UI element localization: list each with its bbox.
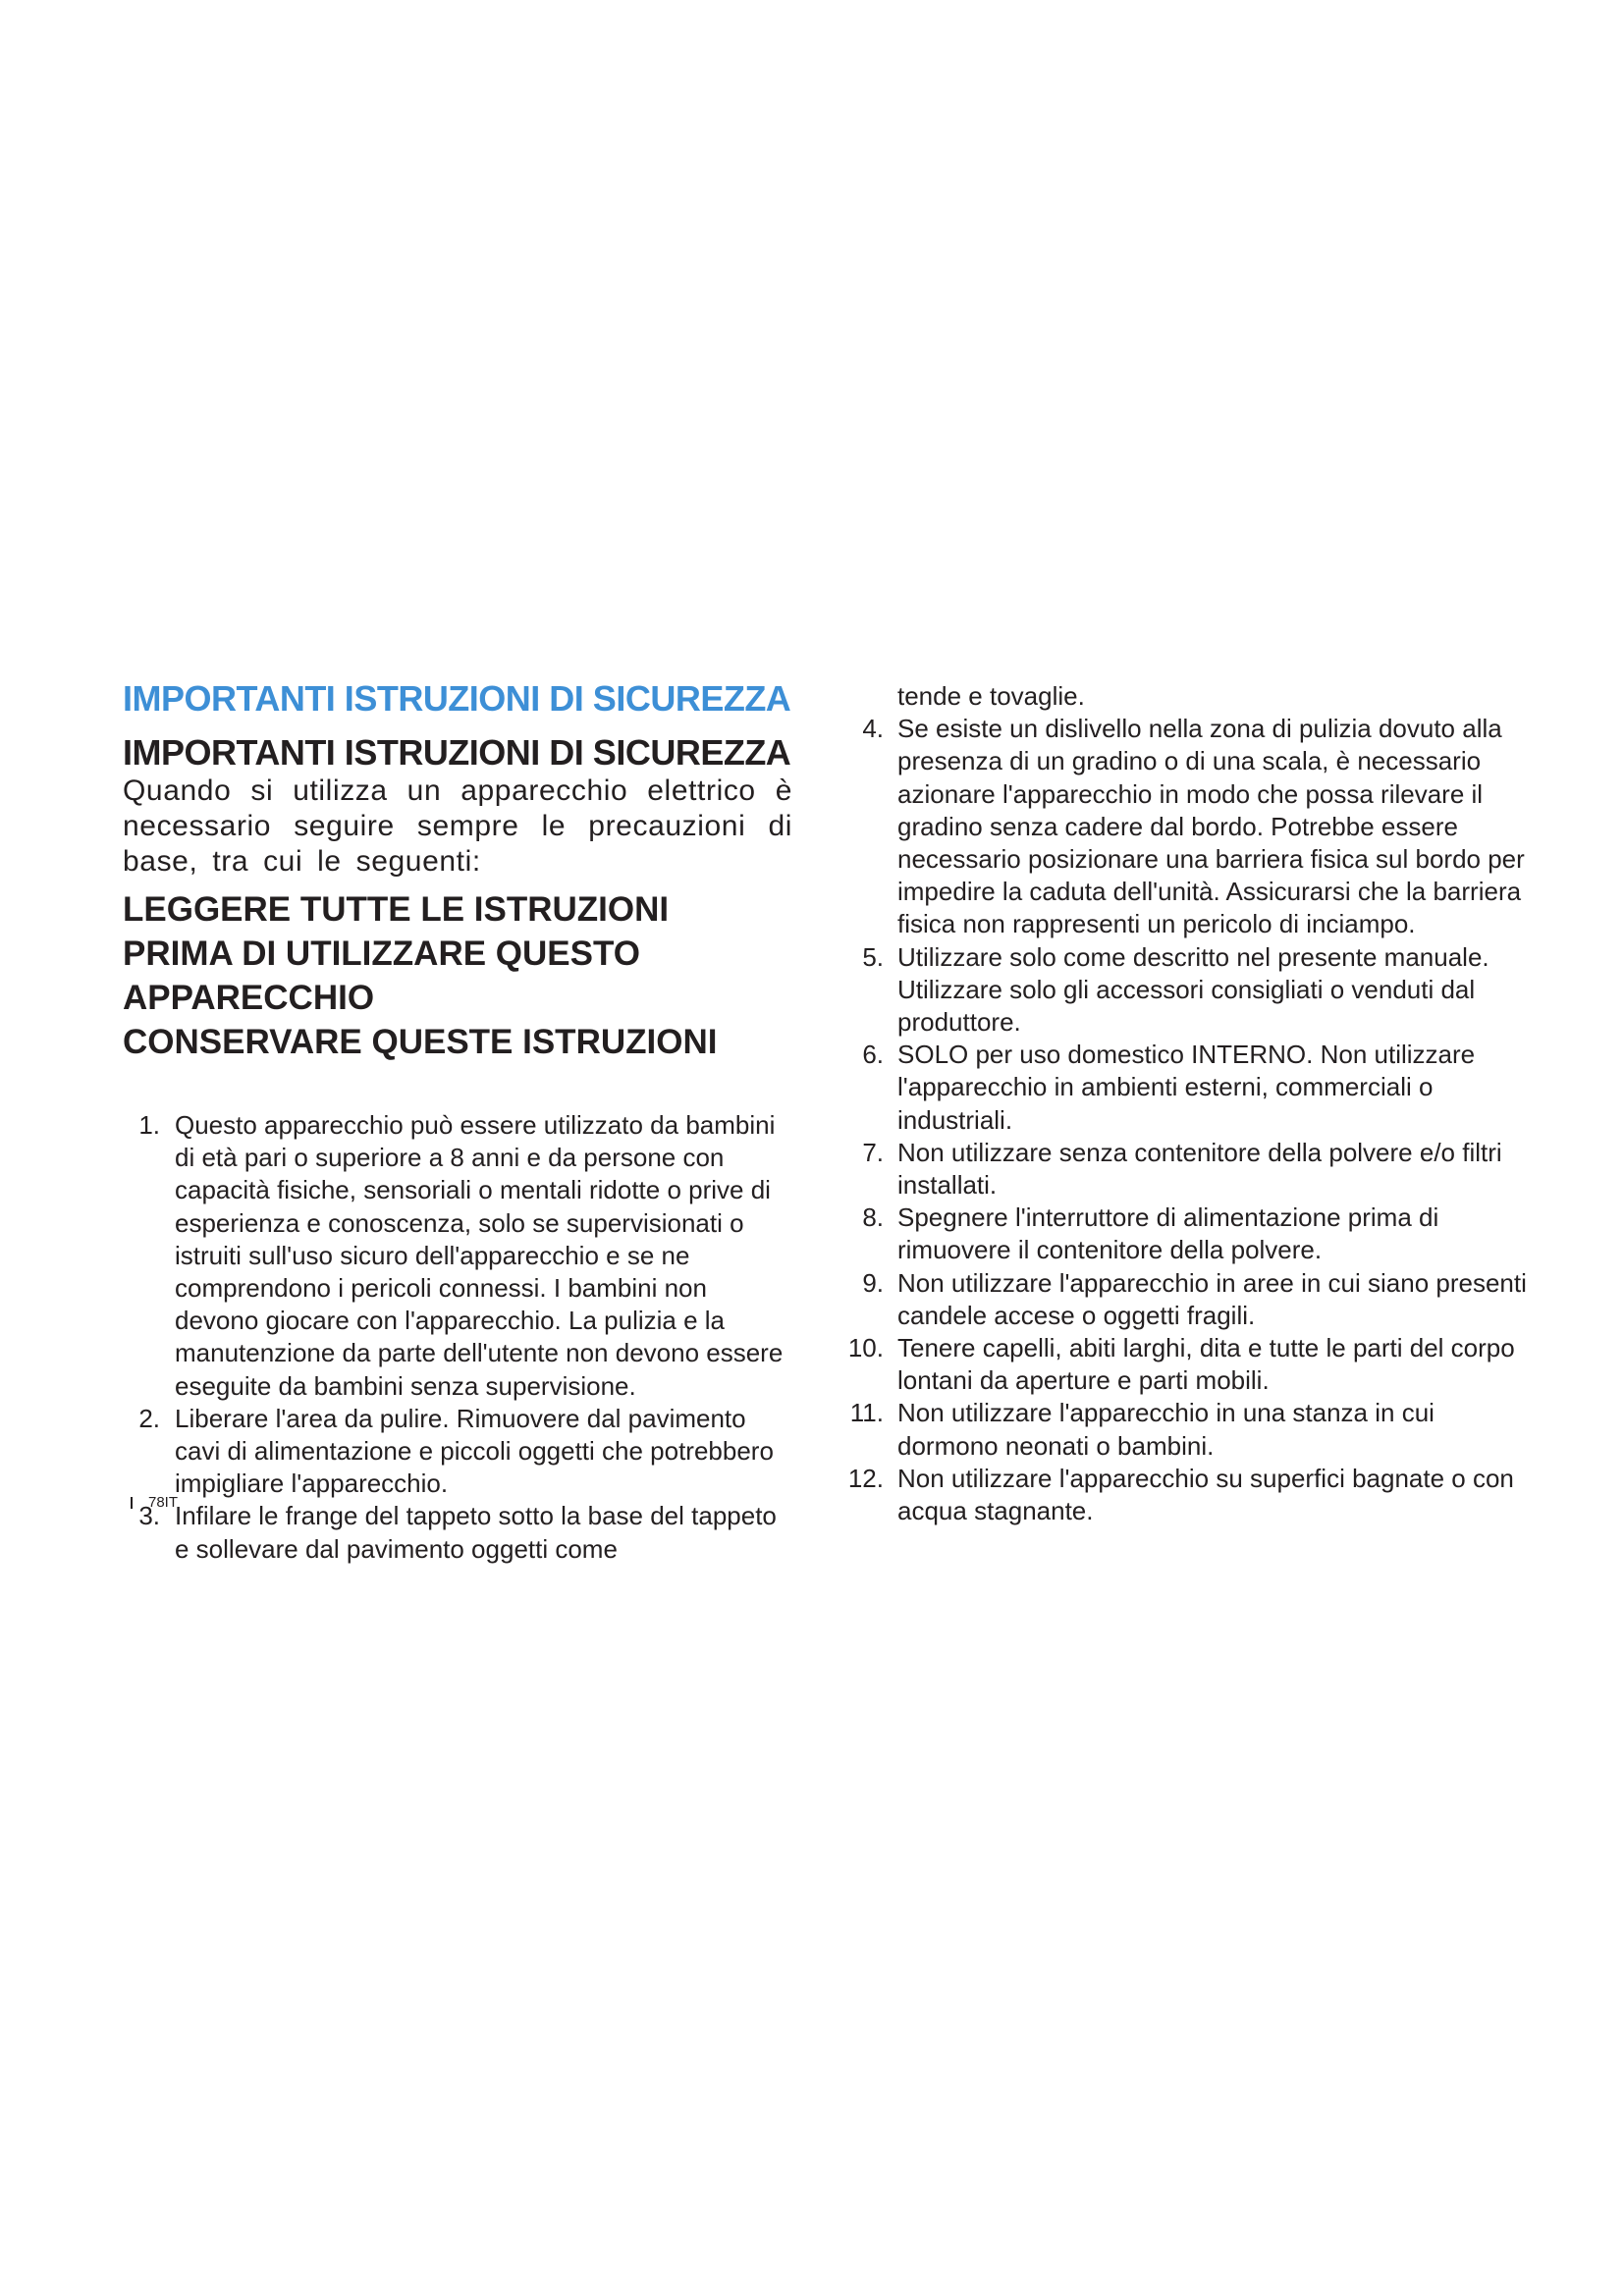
safety-list-left (123, 1109, 792, 1566)
item-number: 12. (847, 1463, 884, 1493)
right-column (842, 680, 1530, 1527)
intro-paragraph: Quando si utilizza un apparecchio elettrico è necessario seguire sempre le precauzioni di base, tra cui le seguenti: (123, 774, 792, 878)
item-text: SOLO per uso domestico INTERNO. Non utilizzare l'apparecchio in ambienti esterni, commerciali o industriali. (897, 1040, 1476, 1135)
item-text: Se esiste un dislivello nella zona di pulizia dovuto alla presenza di un gradino o di una scala, è necessario azionare l'apparecchio in modo che possa rilevare il gradino senza cadere dal bordo. Potrebbe essere necessario posizionare una barriera fisica sul bordo per impedire la caduta dell'unità. Assicurarsi che la barriera fisica non rappresenti un pericolo di inciampo. (897, 714, 1525, 939)
item-text: Non utilizzare l'apparecchio in una stanza in cui dormono neonati o bambini. (897, 1398, 1435, 1461)
list-item (842, 1039, 1530, 1137)
list-item (842, 1463, 1530, 1527)
list-item (123, 1109, 792, 1403)
item-text: Liberare l'area da pulire. Rimuovere dal pavimento cavi di alimentazione e piccoli oggetti che potrebbero impigliare l'apparecchio. (175, 1403, 774, 1499)
list-item (842, 1201, 1530, 1266)
section-title-blue: IMPORTANTI ISTRUZIONI DI SICUREZZA (123, 678, 791, 719)
item-number: 5. (862, 941, 884, 972)
list-item (842, 1137, 1530, 1201)
item-number: 9. (862, 1267, 884, 1298)
section-title: IMPORTANTI ISTRUZIONI DI SICUREZZA (123, 732, 791, 773)
item-text: Non utilizzare senza contenitore della polvere e/o filtri installati. (897, 1137, 1502, 1201)
item-number: 11. (849, 1398, 884, 1428)
item-text: Non utilizzare l'apparecchio su superfici bagnate o con acqua stagnante. (897, 1463, 1514, 1526)
list-item (123, 1500, 792, 1565)
footer-divider (131, 1497, 133, 1509)
item-text: Utilizzare solo come descritto nel presente manuale. Utilizzare solo gli accessori consigliati o venduti dal produttore. (897, 941, 1489, 1038)
warning-heading-1: LEGGERE TUTTE LE ISTRUZIONI (123, 890, 670, 929)
item-text: Questo apparecchio può essere utilizzato da bambini di età pari o superiore a 8 anni e da persone con capacità fisiche, sensoriali o mentali ridotte o prive di esperienza e conoscenza, solo se supervisionati o istruiti sull'uso sicuro dell'apparecchio e se ne comprendono i pericoli connessi. I bambini non devono giocare con l'apparecchio. La pulizia e la manutenzione da parte dell'utente non devono essere eseguite da bambini senza supervisione. (175, 1110, 784, 1401)
item-number: 7. (862, 1137, 884, 1167)
item-text: Tenere capelli, abiti larghi, dita e tutte le parti del corpo lontani da aperture e parti mobili. (897, 1333, 1515, 1396)
warning-heading-2: PRIMA DI UTILIZZARE QUESTO (123, 934, 640, 973)
item-text: Spegnere l'interruttore di alimentazione prima di rimuovere il contenitore della polvere. (897, 1202, 1439, 1265)
list-item (842, 1267, 1530, 1332)
item-text: Non utilizzare l'apparecchio in aree in cui siano presenti candele accese o oggetti fragili. (897, 1267, 1527, 1330)
warning-heading-4: CONSERVARE QUESTE ISTRUZIONI (123, 1023, 718, 1061)
warning-heading-3: APPARECCHIO (123, 979, 375, 1017)
item-number: 10. (847, 1333, 884, 1363)
item-number: 3. (138, 1501, 160, 1531)
list-item (842, 1397, 1530, 1462)
safety-list-right (842, 713, 1530, 1527)
list-item (842, 1332, 1530, 1397)
page-number: 78IT (148, 1494, 179, 1511)
item-number: 4. (862, 714, 884, 744)
item-number: 2. (138, 1403, 160, 1433)
continued-text: tende e tovaglie. (897, 681, 1085, 711)
left-column (123, 677, 792, 1566)
page-footer (131, 1494, 178, 1511)
item-number: 6. (862, 1040, 884, 1070)
item-number: 8. (862, 1202, 884, 1233)
item-text: Infilare le frange del tappeto sotto la base del tappeto e sollevare dal pavimento oggetti come (175, 1501, 777, 1564)
list-item (123, 1403, 792, 1501)
list-item (842, 713, 1530, 940)
list-item (842, 941, 1530, 1040)
item-number: 1. (138, 1110, 160, 1140)
